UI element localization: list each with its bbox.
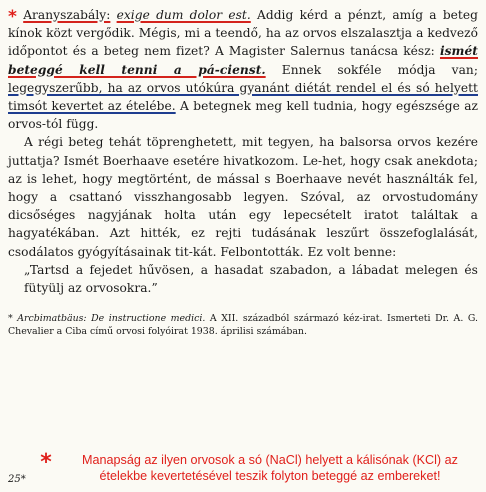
salernus-quote: ismét beteggé kell tenni a pá-cienst. <box>8 44 478 77</box>
annotation-text: Manapság az ilyen orvosok a só (NaCl) helyett a kálisónak (KCl) az ételekbe kevertetésével teszik folyton beteggé az embereket! <box>82 453 458 483</box>
red-annotation <box>32 452 480 484</box>
latin-motto: exige dum dolor est. <box>116 8 251 22</box>
footnote-text: A XII. századból származó kéz-irat. Ismerteti Dr. A. G. Chevalier a Ciba című orvosi folyóirat 1938. áprilisi számában. <box>8 313 478 337</box>
footnote-source: Arcbimatbäus: De instructione medici. <box>17 313 206 325</box>
footnote-star: * <box>8 313 13 325</box>
golden-rule-heading: Aranyszabály: <box>23 8 111 22</box>
boerhaave-quote: „Tartsd a fejedet hűvösen, a hasadat szabadon, a lábadat melegen és fütyülj az orvosokra.” <box>24 262 478 296</box>
red-asterisk-marker: * <box>8 7 17 27</box>
page-number: 25* <box>8 474 26 485</box>
paragraph-golden-rule <box>8 6 478 133</box>
annotation-asterisk: * <box>40 450 52 475</box>
paragraph-text: A betegnek meg kell tudnia, hogy egészsége az orvos-tól függ. <box>8 99 478 132</box>
alum-instead-of-salt-text: legegyszerűbb, ha az orvos utókúra gyanánt diétát rendel el és só helyett timsót kevertet az ételébe. <box>8 80 478 114</box>
paragraph-boerhaave: A régi beteg tehát töprenghetett, mit tegyen, ha balsorsa orvos kezére juttatja? Ismét Boerhaave esetére hivatkozom. Le-het, hogy csak anekdota; az is lehet, hogy megtörtént, de mással s Boerhaave nevét használták fel, hogy a csattanó visszhangosabb legyen. Szóval, az orvostudomány dicsőséges nagyjának holta után egy lepecsételt iratot találtak a hagyatékában. Azt hitték, ez rejti tudásának leszűrt összefoglalását, csodálatos gyógyításainak tit-kát. Felbontották. Ez volt benne: <box>8 135 478 259</box>
footnote <box>8 313 478 338</box>
paragraph-text: Ennek sokféle módja van; <box>265 62 478 77</box>
paragraph-text: Addig kérd a pénzt, amíg a beteg kínok közt vergődik. Mégis, mi a teendő, ha az orvos elszalasztja a kedvező időpontot és a beteg nem fizet? A Magister Salernus tanácsa kész: <box>8 8 478 59</box>
